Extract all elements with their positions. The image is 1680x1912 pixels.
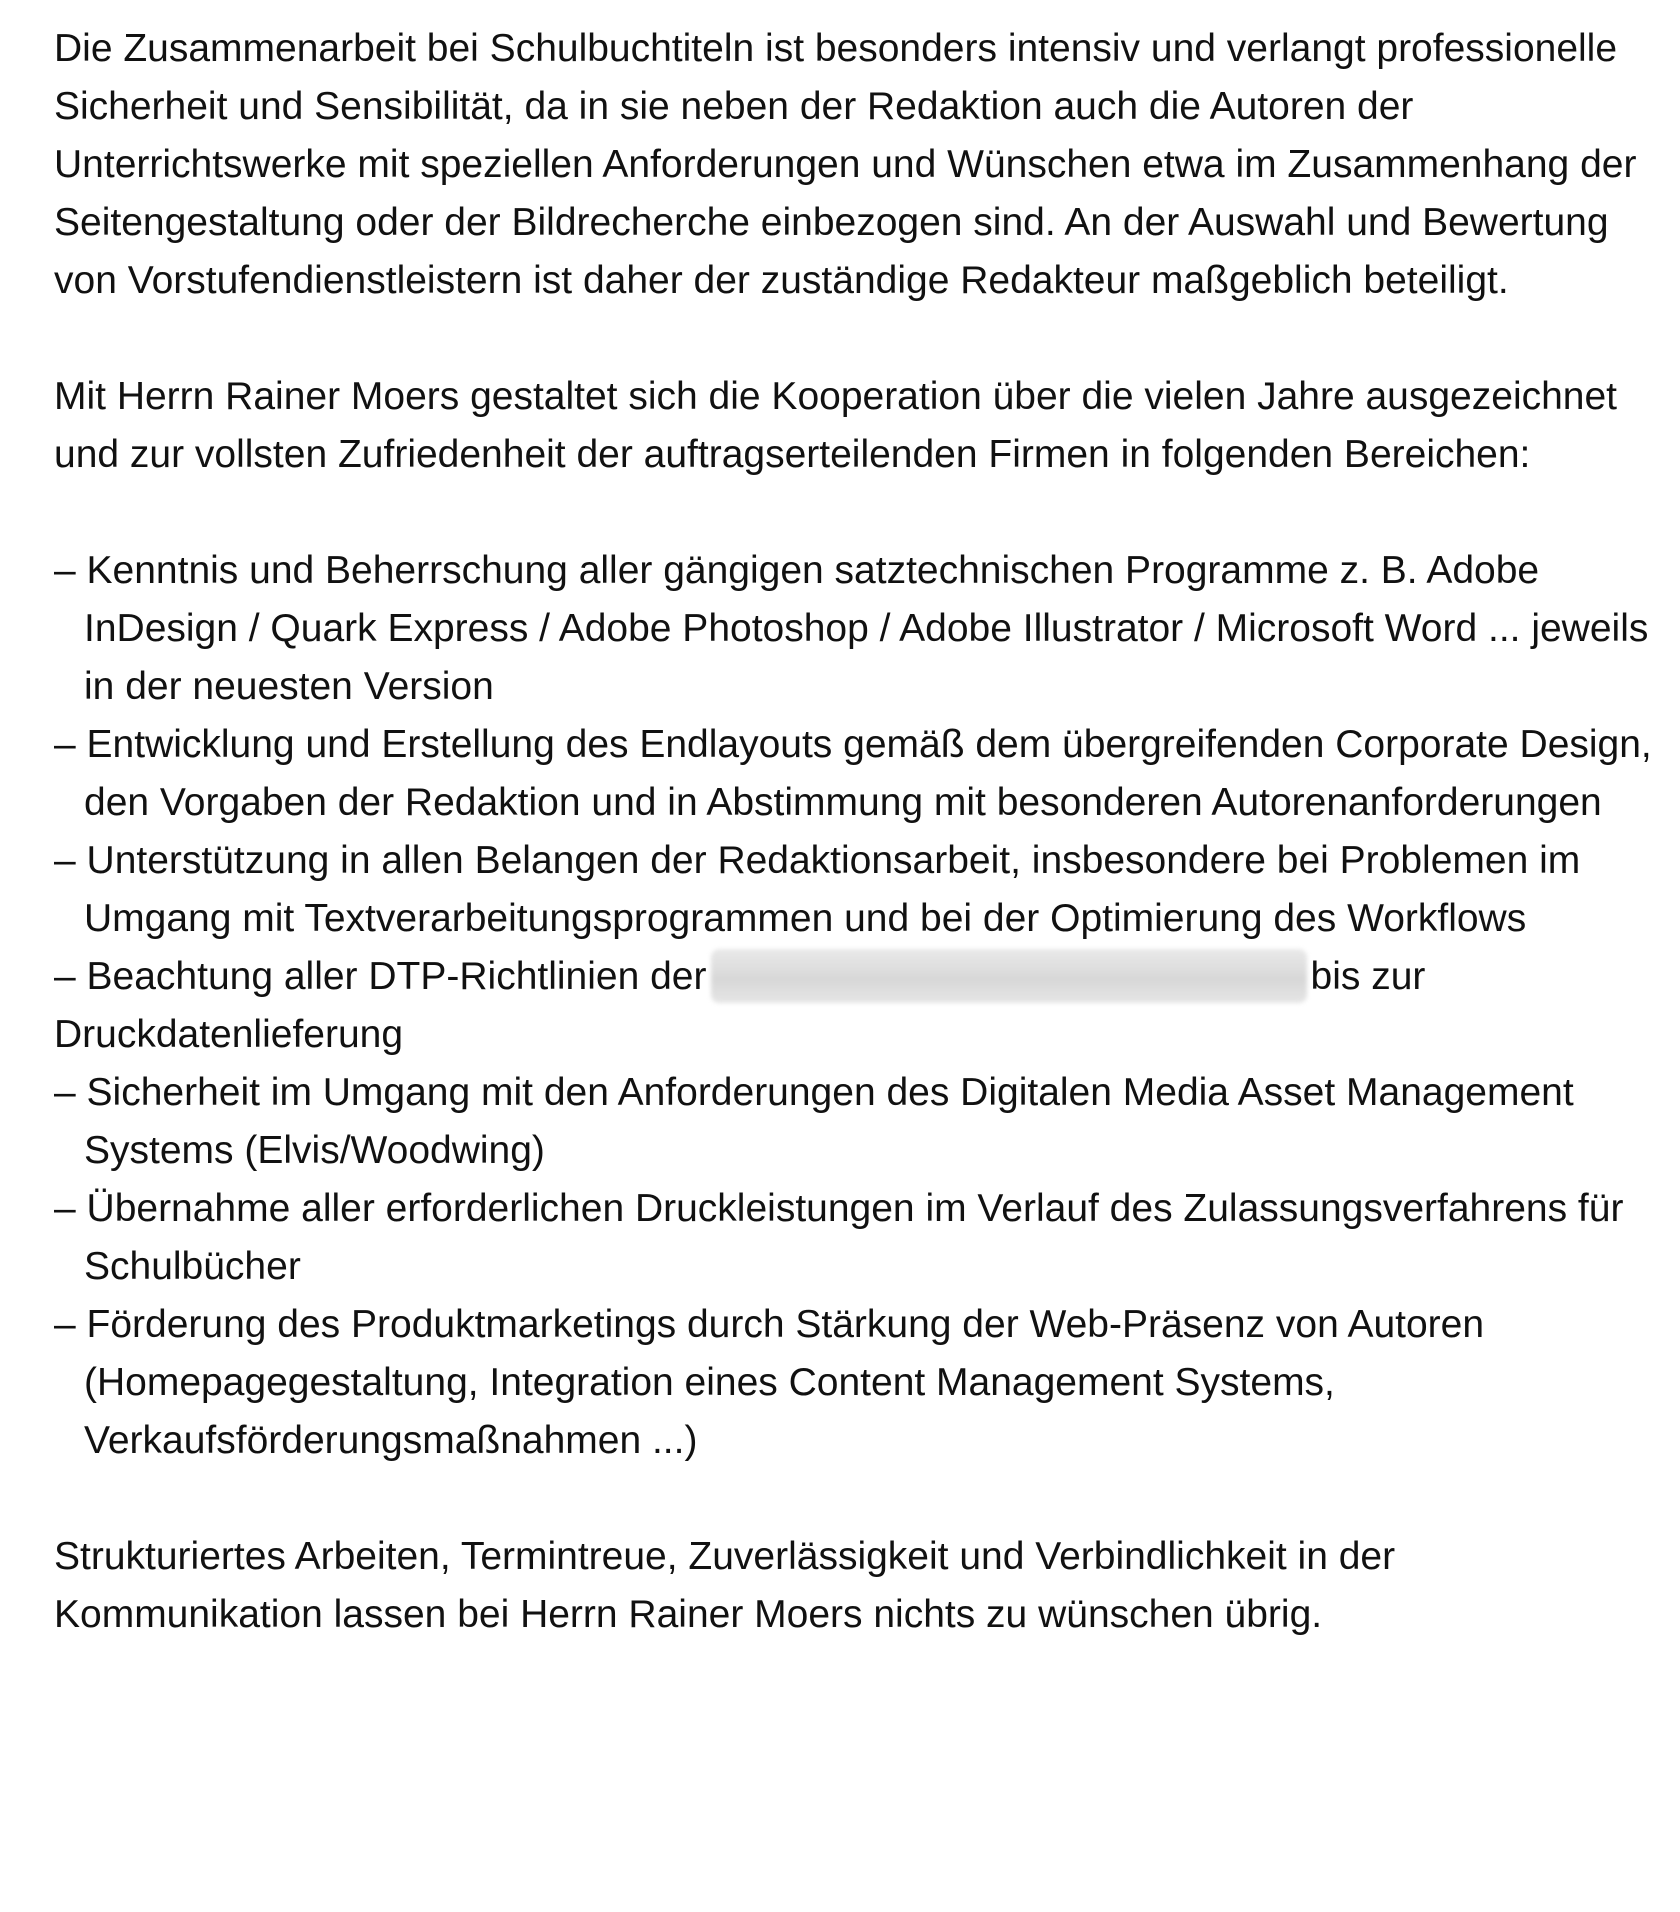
closing-paragraph: Strukturiertes Arbeiten, Termintreue, Zuverlässigkeit und Verbindlichkeit in der Kommunikation lassen bei Herrn Rainer Moers nichts zu wünschen übrig. <box>54 1535 1396 1636</box>
list-item: – Entwicklung und Erstellung des Endlayouts gemäß dem übergreifenden Corporate Design, den Vorgaben der Redaktion und in Abstimmung mit besonderen Autorenanforderungen <box>54 723 1652 824</box>
list-item: – Unterstützung in allen Belangen der Redaktionsarbeit, insbesondere bei Problemen im Umgang mit Textverarbeitungsprogrammen und bei der Optimierung des Workflows <box>54 839 1581 940</box>
list-item-text-before: – Beachtung aller DTP-Richtlinien der <box>54 955 707 998</box>
cooperation-paragraph: Mit Herrn Rainer Moers gestaltet sich die Kooperation über die vielen Jahre ausgezeichnet und zur vollsten Zufriedenheit der auftragserteilenden Firmen in folgenden Bereichen: <box>54 375 1618 476</box>
intro-paragraph: Die Zusammenarbeit bei Schulbuchtiteln ist besonders intensiv und verlangt professionelle Sicherheit und Sensibilität, da in sie neben der Redaktion auch die Autoren der Unterrichtswerke mit speziellen Anforderungen und Wünschen etwa im Zusammenhang der Seitengestaltung oder der Bildrecherche einbezogen sind. An der Auswahl und Bewertung von Vorstufendienstleistern ist daher der zuständige Redakteur maßgeblich beteiligt. <box>54 27 1637 302</box>
list-item: – Übernahme aller erforderlichen Druckleistungen im Verlauf des Zulassungsverfahrens für Schulbücher <box>54 1187 1624 1288</box>
document-page <box>54 20 1654 1644</box>
list-item: – Kenntnis und Beherrschung aller gängigen satztechnischen Programme z. B. Adobe InDesign / Quark Express / Adobe Photoshop / Adobe Illustrator / Microsoft Word ... jeweils in der neuesten Version <box>54 549 1649 708</box>
list-item: – Förderung des Produktmarketings durch Stärkung der Web-Präsenz von Autoren (Homepagegestaltung, Integration eines Content Management Systems, Verkaufsförderungsmaßnahmen ...) <box>54 1303 1485 1462</box>
list-item-redacted <box>54 948 1654 1064</box>
competence-list <box>54 542 1654 1470</box>
list-item-text-after: bis zur Druckdatenlieferung <box>54 955 1426 1056</box>
paragraph-spacer <box>54 484 1654 542</box>
paragraph-spacer <box>54 310 1654 368</box>
paragraph-spacer <box>54 1470 1654 1528</box>
redacted-company-name <box>711 949 1307 1003</box>
list-item: – Sicherheit im Umgang mit den Anforderungen des Digitalen Media Asset Management Systems (Elvis/Woodwing) <box>54 1071 1574 1172</box>
